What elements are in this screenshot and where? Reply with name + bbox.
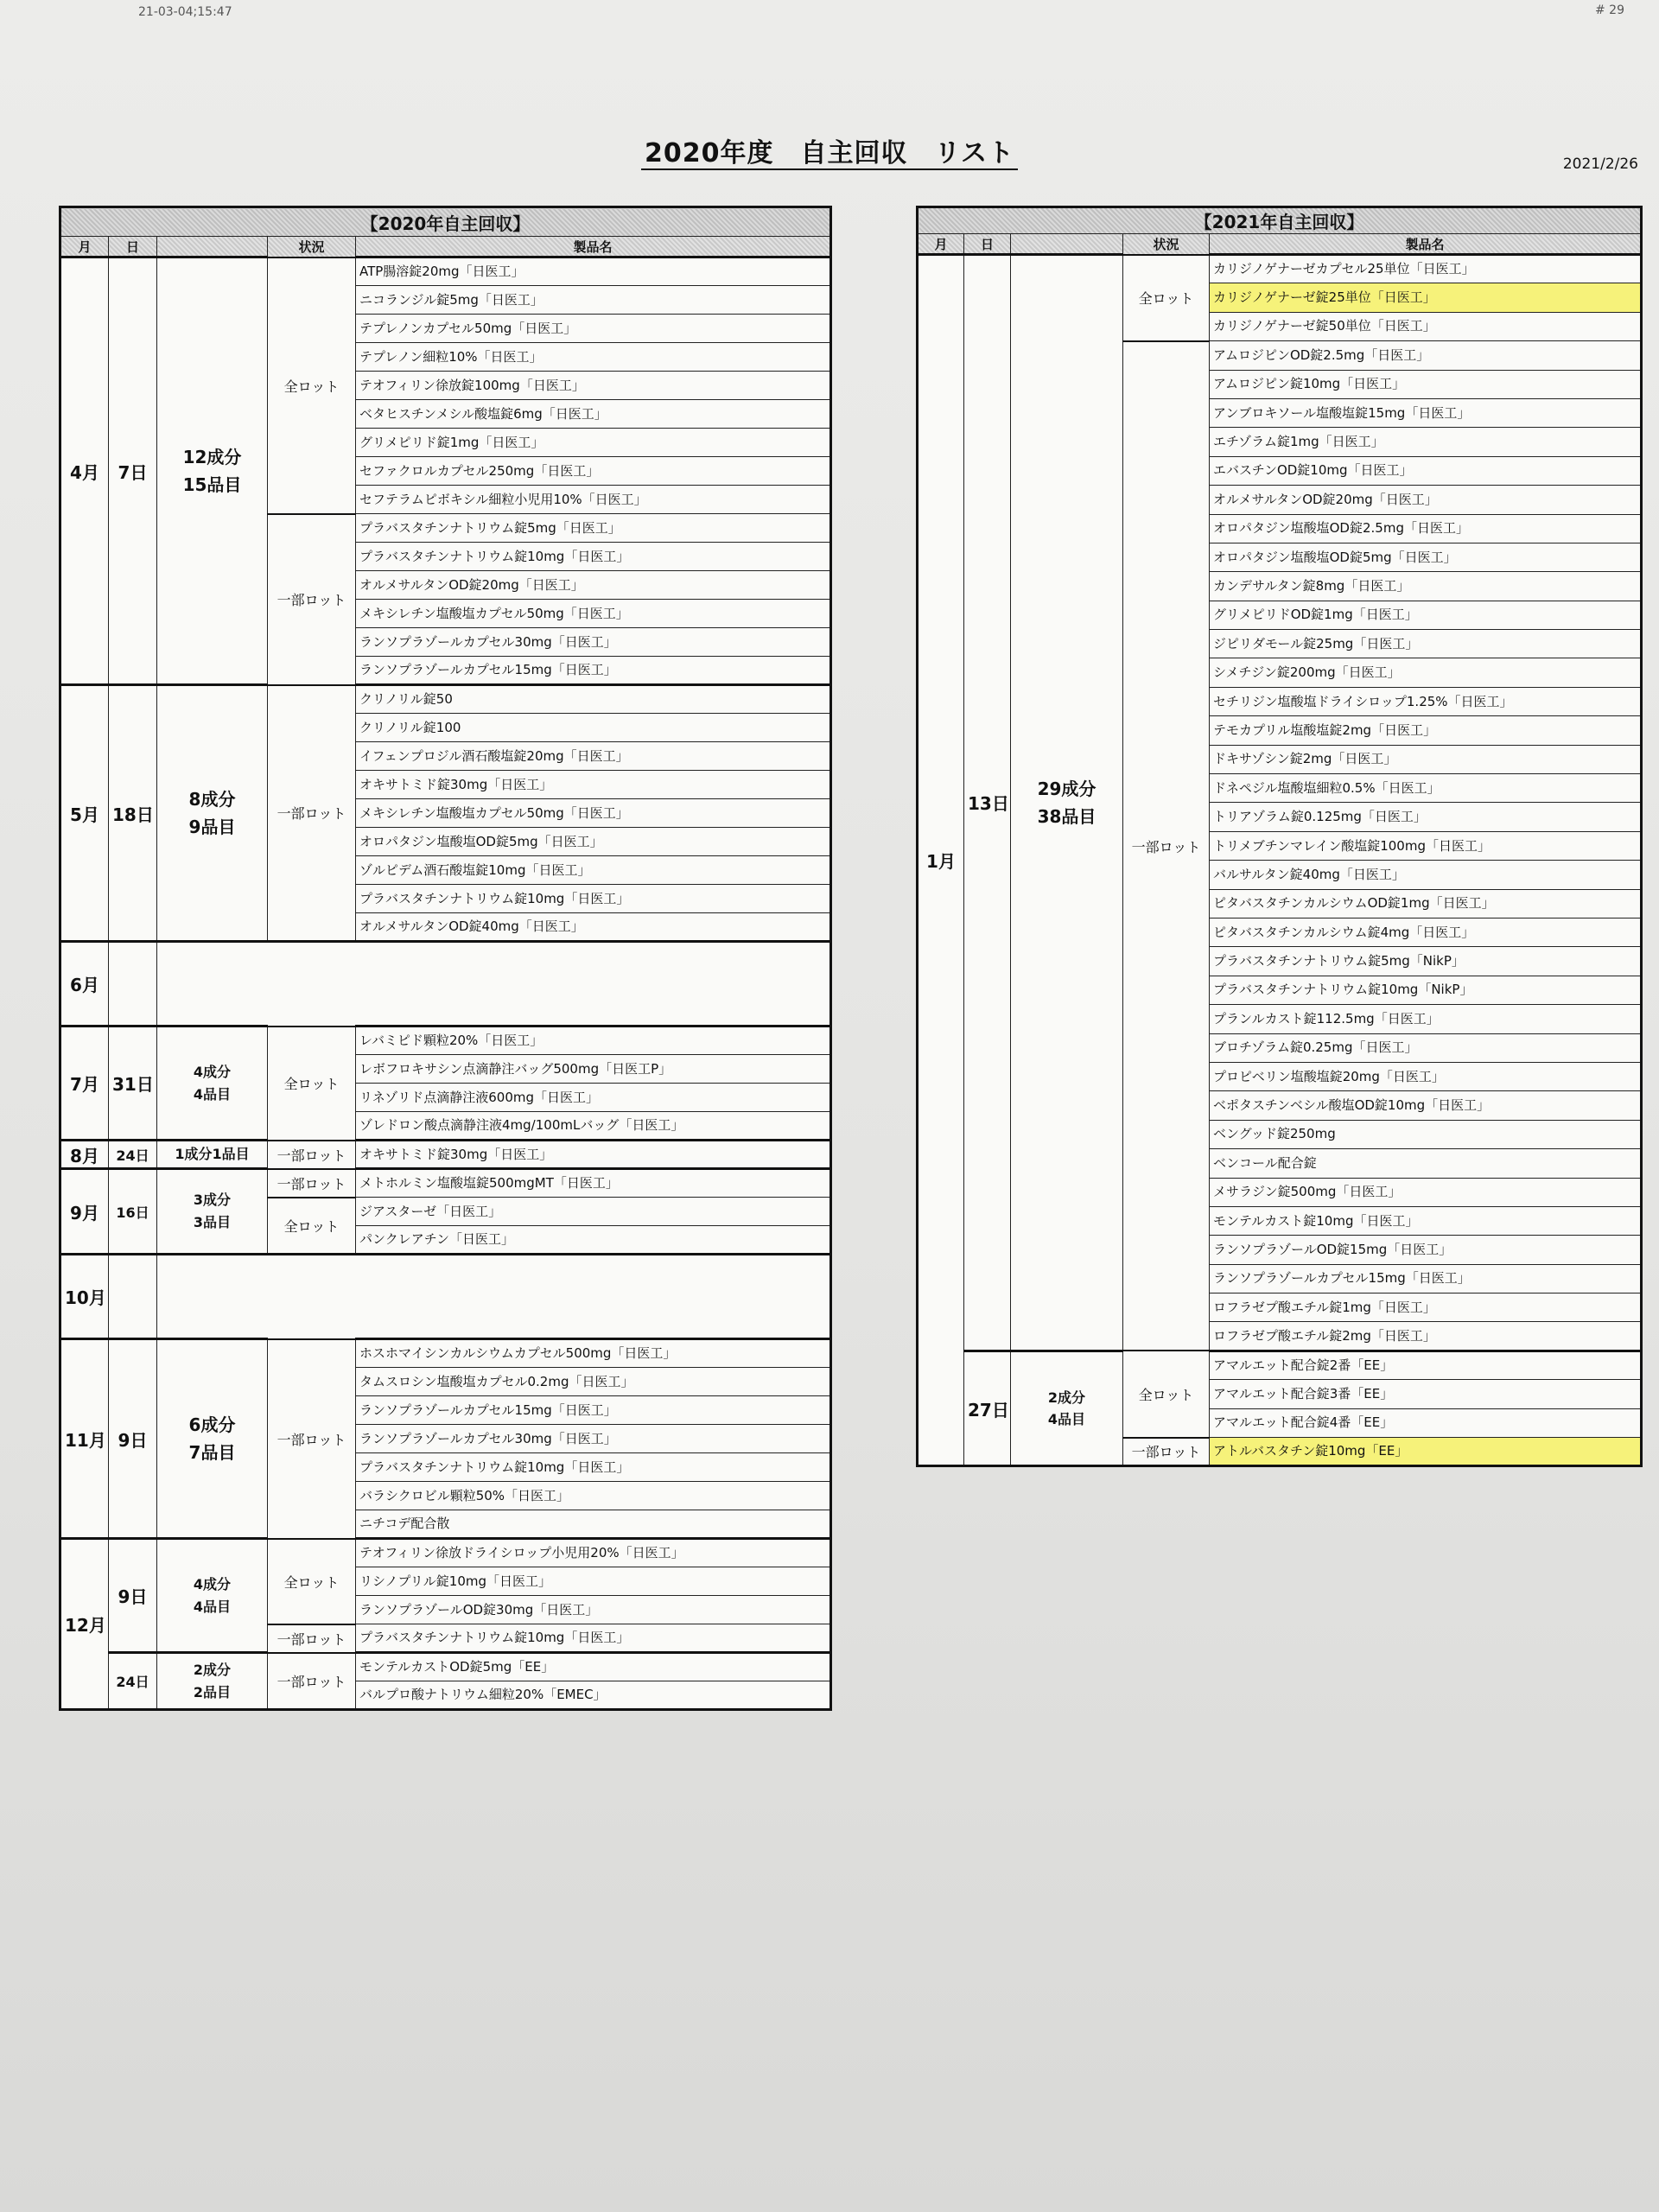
product-cell: プロピベリン塩酸塩錠20mg「日医工」	[1210, 1062, 1642, 1090]
product-cell: レバミピド顆粒20%「日医工」	[356, 1027, 831, 1055]
product-cell: ドキサゾシン錠2mg「日医工」	[1210, 745, 1642, 773]
table-row	[60, 1339, 831, 1368]
counts-cell	[157, 1027, 268, 1141]
day-cell: 9日	[109, 1339, 157, 1539]
table-row	[60, 1141, 831, 1169]
counts-cell	[157, 1169, 268, 1255]
counts-line: 4成分	[193, 1063, 232, 1080]
product-cell: メキシレチン塩酸塩カプセル50mg「日医工」	[356, 799, 831, 828]
product-cell: ベポタスチンベシル酸塩OD錠10mg「日医工」	[1210, 1091, 1642, 1120]
product-cell: エチゾラム錠1mg「日医工」	[1210, 428, 1642, 456]
recall-table-2021	[916, 206, 1643, 1467]
counts-line: 7品目	[188, 1442, 236, 1463]
status-cell: 一部ロット	[268, 1653, 356, 1710]
product-cell: プラバスタチンナトリウム錠10mg「日医工」	[356, 1453, 831, 1482]
recall-table-2020	[59, 206, 832, 1711]
product-cell: エバスチンOD錠10mg「日医工」	[1210, 456, 1642, 485]
product-cell: ランソプラゾールカプセル15mg「日医工」	[1210, 1264, 1642, 1293]
table-row	[60, 685, 831, 714]
product-cell: ゾレドロン酸点滴静注液4mg/100mLバッグ「日医工」	[356, 1112, 831, 1141]
product-cell: ドネペジル塩酸塩細粒0.5%「日医工」	[1210, 774, 1642, 803]
empty-cell	[157, 942, 831, 1027]
day-cell: 24日	[109, 1653, 157, 1710]
month-cell: 7月	[60, 1027, 109, 1141]
product-cell: プラバスタチンナトリウム錠10mg「日医工」	[356, 885, 831, 913]
product-cell: カリジノゲナーゼ錠50単位「日医工」	[1210, 312, 1642, 340]
status-cell: 一部ロット	[268, 1624, 356, 1653]
product-cell: ニコランジル錠5mg「日医工」	[356, 286, 831, 315]
counts-cell	[1011, 255, 1123, 1351]
product-cell: ランソプラゾールカプセル15mg「日医工」	[356, 657, 831, 685]
product-cell: リネゾリド点滴静注液600mg「日医工」	[356, 1084, 831, 1112]
product-cell: グリメピリドOD錠1mg「日医工」	[1210, 601, 1642, 629]
product-cell: ロフラゼプ酸エチル錠1mg「日医工」	[1210, 1294, 1642, 1322]
product-cell: プラバスタチンナトリウム錠10mg「NikP」	[1210, 976, 1642, 1004]
product-cell: カリジノゲナーゼカプセル25単位「日医工」	[1210, 255, 1642, 283]
day-cell: 31日	[109, 1027, 157, 1141]
product-cell: オルメサルタンOD錠40mg「日医工」	[356, 913, 831, 942]
column-header-product: 製品名	[1210, 234, 1642, 255]
product-cell: バラシクロビル顆粒50%「日医工」	[356, 1482, 831, 1510]
counts-cell	[157, 1141, 268, 1169]
status-cell: 全ロット	[268, 257, 356, 514]
month-cell: 12月	[60, 1539, 109, 1710]
month-cell: 8月	[60, 1141, 109, 1169]
product-cell: ベングッド錠250mg	[1210, 1120, 1642, 1148]
column-header-month: 月	[60, 237, 109, 257]
table-row	[60, 257, 831, 286]
counts-cell	[157, 257, 268, 685]
table-row	[60, 1169, 831, 1198]
product-cell: クリノリル錠100	[356, 714, 831, 742]
counts-line: 4品目	[193, 1598, 232, 1615]
counts-cell	[1011, 1351, 1123, 1466]
table-row	[60, 1539, 831, 1567]
table-banner-2021: 【2021年自主回収】	[918, 207, 1642, 234]
product-cell: メキシレチン塩酸塩カプセル50mg「日医工」	[356, 600, 831, 628]
product-cell: モンテルカストOD錠5mg「EE」	[356, 1653, 831, 1681]
product-cell: ジピリダモール錠25mg「日医工」	[1210, 630, 1642, 658]
day-cell: 18日	[109, 685, 157, 942]
status-cell: 全ロット	[1123, 1351, 1210, 1437]
product-cell: オルメサルタンOD錠20mg「日医工」	[1210, 486, 1642, 514]
counts-cell	[157, 1539, 268, 1653]
product-cell: オロパタジン塩酸塩OD錠5mg「日医工」	[356, 828, 831, 856]
product-cell: プランルカスト錠112.5mg「日医工」	[1210, 1005, 1642, 1033]
month-cell: 6月	[60, 942, 109, 1027]
product-cell: アンブロキソール塩酸塩錠15mg「日医工」	[1210, 398, 1642, 427]
product-cell: セファクロルカプセル250mg「日医工」	[356, 457, 831, 486]
counts-line: 4品目	[1047, 1411, 1086, 1428]
product-cell: プラバスタチンナトリウム錠5mg「NikP」	[1210, 947, 1642, 976]
counts-line: 4成分	[193, 1575, 232, 1592]
counts-cell	[157, 1339, 268, 1539]
product-cell: トリアゾラム錠0.125mg「日医工」	[1210, 803, 1642, 831]
product-cell: ランソプラゾールカプセル15mg「日医工」	[356, 1396, 831, 1425]
product-cell: ランソプラゾールカプセル30mg「日医工」	[356, 628, 831, 657]
month-cell: 11月	[60, 1339, 109, 1539]
product-cell: メサラジン錠500mg「日医工」	[1210, 1178, 1642, 1206]
column-header-status: 状況	[1123, 234, 1210, 255]
month-cell: 1月	[918, 255, 964, 1466]
day-cell: 27日	[964, 1351, 1011, 1466]
product-cell: プラバスタチンナトリウム錠5mg「日医工」	[356, 514, 831, 543]
status-cell: 一部ロット	[268, 514, 356, 685]
status-cell: 一部ロット	[268, 1141, 356, 1169]
table-banner-2020: 【2020年自主回収】	[60, 207, 831, 237]
column-header-month: 月	[918, 234, 964, 255]
product-cell: アマルエット配合錠4番「EE」	[1210, 1408, 1642, 1437]
product-cell: カリジノゲナーゼ錠25単位「日医工」	[1210, 283, 1642, 312]
product-cell: ランソプラゾールOD錠30mg「日医工」	[356, 1596, 831, 1624]
table-row	[60, 1255, 831, 1339]
product-cell: クリノリル錠50	[356, 685, 831, 714]
day-cell	[109, 942, 157, 1027]
product-cell: アムロジピン錠10mg「日医工」	[1210, 370, 1642, 398]
table-row	[918, 255, 1642, 283]
month-cell: 5月	[60, 685, 109, 942]
product-cell: テオフィリン徐放錠100mg「日医工」	[356, 372, 831, 400]
counts-line: 2成分	[1047, 1389, 1086, 1406]
product-cell: シメチジン錠200mg「日医工」	[1210, 658, 1642, 687]
product-cell: カンデサルタン錠8mg「日医工」	[1210, 572, 1642, 601]
product-cell: ピタバスタチンカルシウム錠4mg「日医工」	[1210, 918, 1642, 946]
counts-line: 6成分	[188, 1414, 236, 1435]
counts-line: 8成分	[188, 789, 236, 810]
status-cell: 全ロット	[268, 1198, 356, 1255]
product-cell: オキサトミド錠30mg「日医工」	[356, 1141, 831, 1169]
product-cell: テプレノン細粒10%「日医工」	[356, 343, 831, 372]
product-cell: ブロチゾラム錠0.25mg「日医工」	[1210, 1033, 1642, 1062]
day-cell	[109, 1255, 157, 1339]
table-row	[60, 1027, 831, 1055]
day-cell: 7日	[109, 257, 157, 685]
counts-line: 12成分	[182, 447, 242, 467]
product-cell: アマルエット配合錠3番「EE」	[1210, 1380, 1642, 1408]
counts-line: 2品目	[193, 1683, 232, 1700]
day-cell: 24日	[109, 1141, 157, 1169]
table-row	[60, 942, 831, 1027]
product-cell: イフェンプロジル酒石酸塩錠20mg「日医工」	[356, 742, 831, 771]
counts-line: 15品目	[182, 474, 242, 495]
product-cell: ATP腸溶錠20mg「日医工」	[356, 257, 831, 286]
status-cell: 一部ロット	[268, 1339, 356, 1539]
status-cell: 全ロット	[268, 1027, 356, 1141]
counts-line: 1成分1品目	[175, 1146, 250, 1163]
status-cell: 全ロット	[1123, 255, 1210, 341]
day-cell: 16日	[109, 1169, 157, 1255]
column-header-counts	[157, 237, 268, 257]
document-date: 2021/2/26	[1562, 156, 1638, 173]
counts-line: 4品目	[193, 1085, 232, 1103]
counts-line: 3成分	[193, 1192, 232, 1209]
counts-line: 38品目	[1037, 805, 1096, 827]
column-header-product: 製品名	[356, 237, 831, 257]
product-cell: テモカプリル塩酸塩錠2mg「日医工」	[1210, 716, 1642, 745]
product-cell: ランソプラゾールOD錠15mg「日医工」	[1210, 1236, 1642, 1264]
product-cell: アムロジピンOD錠2.5mg「日医工」	[1210, 341, 1642, 370]
product-cell: ピタバスタチンカルシウムOD錠1mg「日医工」	[1210, 889, 1642, 918]
product-cell: ホスホマイシンカルシウムカプセル500mg「日医工」	[356, 1339, 831, 1368]
counts-line: 9品目	[188, 817, 236, 837]
product-cell: バルサルタン錠40mg「日医工」	[1210, 861, 1642, 889]
product-cell: メトホルミン塩酸塩錠500mgMT「日医工」	[356, 1169, 831, 1198]
product-cell: プラバスタチンナトリウム錠10mg「日医工」	[356, 1624, 831, 1653]
column-header-day: 日	[964, 234, 1011, 255]
product-cell: グリメピリド錠1mg「日医工」	[356, 429, 831, 457]
product-cell: オロパタジン塩酸塩OD錠5mg「日医工」	[1210, 543, 1642, 571]
product-cell: セフテラムピボキシル細粒小児用10%「日医工」	[356, 486, 831, 514]
status-cell: 一部ロット	[1123, 1438, 1210, 1466]
day-cell: 13日	[964, 255, 1011, 1351]
status-cell: 一部ロット	[268, 1169, 356, 1198]
product-cell: リシノプリル錠10mg「日医工」	[356, 1567, 831, 1596]
status-cell: 一部ロット	[1123, 341, 1210, 1351]
product-cell: タムスロシン塩酸塩カプセル0.2mg「日医工」	[356, 1368, 831, 1396]
product-cell: セチリジン塩酸塩ドライシロップ1.25%「日医工」	[1210, 687, 1642, 715]
product-cell: オルメサルタンOD錠20mg「日医工」	[356, 571, 831, 600]
column-header-day: 日	[109, 237, 157, 257]
product-cell: ロフラゼプ酸エチル錠2mg「日医工」	[1210, 1322, 1642, 1351]
column-header-status: 状況	[268, 237, 356, 257]
counts-line: 29成分	[1037, 778, 1096, 799]
product-cell: ベンコール配合錠	[1210, 1149, 1642, 1178]
counts-cell	[157, 685, 268, 942]
month-cell: 10月	[60, 1255, 109, 1339]
product-cell: レボフロキサシン点滴静注バッグ500mg「日医工P」	[356, 1055, 831, 1084]
product-cell: ニチコデ配合散	[356, 1510, 831, 1539]
month-cell: 9月	[60, 1169, 109, 1255]
product-cell: ランソプラゾールカプセル30mg「日医工」	[356, 1425, 831, 1453]
table-row	[918, 1351, 1642, 1379]
scan-header-left: 21-03-04;15:47	[138, 5, 232, 19]
product-cell: オキサトミド錠30mg「日医工」	[356, 771, 831, 799]
product-cell: プラバスタチンナトリウム錠10mg「日医工」	[356, 543, 831, 571]
day-cell: 9日	[109, 1539, 157, 1653]
empty-cell	[157, 1255, 831, 1339]
product-cell: パンクレアチン「日医工」	[356, 1226, 831, 1255]
scan-header-right: # 29	[1595, 3, 1624, 17]
product-cell: ベタヒスチンメシル酸塩錠6mg「日医工」	[356, 400, 831, 429]
counts-line: 3品目	[193, 1214, 232, 1230]
status-cell: 全ロット	[268, 1539, 356, 1624]
product-cell: オロパタジン塩酸塩OD錠2.5mg「日医工」	[1210, 514, 1642, 543]
product-cell: アマルエット配合錠2番「EE」	[1210, 1351, 1642, 1379]
product-cell: ゾルピデム酒石酸塩錠10mg「日医工」	[356, 856, 831, 885]
product-cell: モンテルカスト錠10mg「日医工」	[1210, 1206, 1642, 1235]
product-cell: テプレノンカプセル50mg「日医工」	[356, 315, 831, 343]
counts-line: 2成分	[193, 1661, 232, 1678]
document-title: 2020年度 自主回収 リスト	[0, 131, 1659, 169]
product-cell: テオフィリン徐放ドライシロップ小児用20%「日医工」	[356, 1539, 831, 1567]
column-header-counts	[1011, 234, 1123, 255]
counts-cell	[157, 1653, 268, 1710]
product-cell: ジアスターゼ「日医工」	[356, 1198, 831, 1226]
product-cell: アトルバスタチン錠10mg「EE」	[1210, 1438, 1642, 1466]
product-cell: バルプロ酸ナトリウム細粒20%「EMEC」	[356, 1681, 831, 1710]
status-cell: 一部ロット	[268, 685, 356, 942]
month-cell: 4月	[60, 257, 109, 685]
table-row	[60, 1653, 831, 1681]
product-cell: トリメブチンマレイン酸塩錠100mg「日医工」	[1210, 831, 1642, 860]
